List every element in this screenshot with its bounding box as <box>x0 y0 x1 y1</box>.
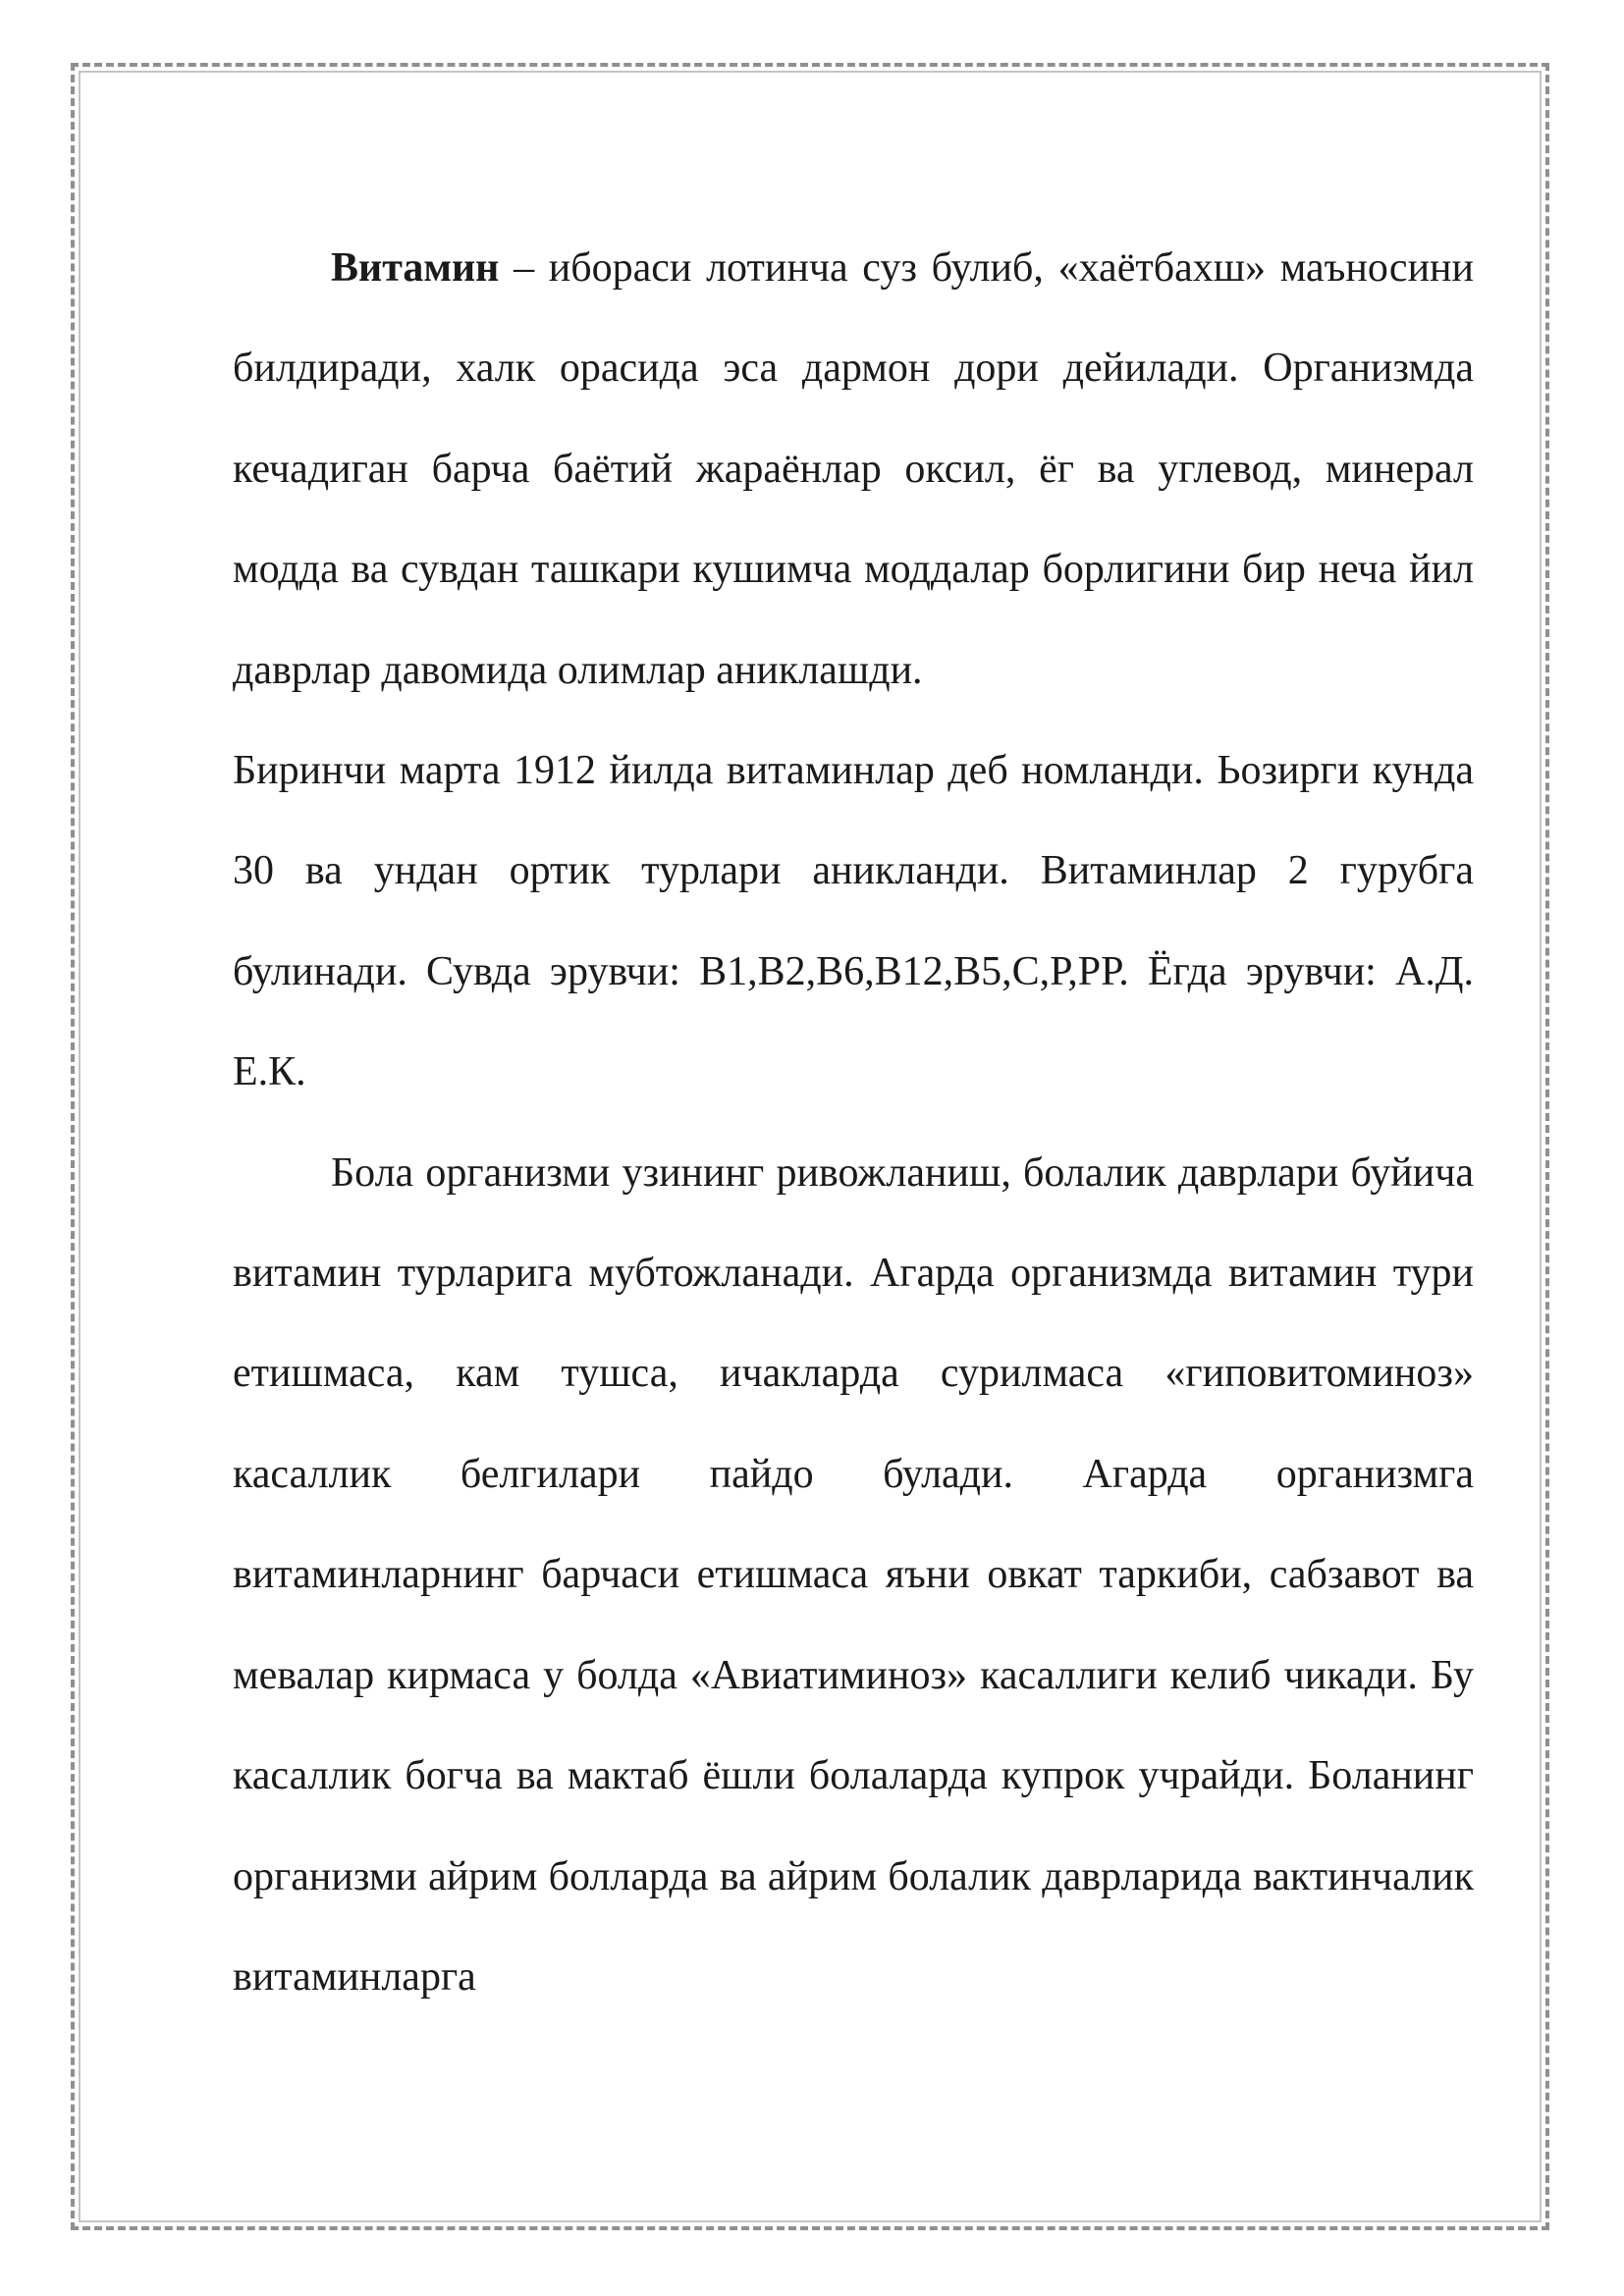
paragraph-intro <box>233 218 1474 721</box>
document-body <box>233 218 1474 2027</box>
term-vitamin: Витамин <box>331 245 500 291</box>
paragraph-child-organism: Бола организми узининг ривожланиш, болалик даврлари буйича витамин турларига мубтожланади. Агарда организмда витамин тури етишмаса, кам тушса, ичакларда сурилмаса «гиповитоминоз» касаллик белгилари пайдо булади. Агарда организмга витаминларнинг барчаси етишмаса яъни овкат таркиби, сабзавот ва мевалар кирмаса у болда «Авиатиминоз» касаллиги келиб чикади. Бу касаллик богча ва мактаб ёшли болаларда купрок учрайди. Боланинг организми айрим болларда ва айрим болалик даврларида вактинчалик витаминларга <box>233 1149 1474 2000</box>
paragraph-intro-text: – ибораси лотинча суз булиб, «хаётбахш» маъносини билдиради, халк орасида эса дармон дори дейилади. Организмда кечадиган барча баётий жараёнлар оксил, ёг ва углевод, минерал модда ва сувдан ташкари кушимча моддалар борлигини бир неча йил даврлар давомида олимлар аниклашди. <box>233 245 1474 693</box>
paragraph-classification: Биринчи марта 1912 йилда витаминлар деб номланди. Ьозирги кунда 30 ва ундан ортик турлари аникланди. Витаминлар 2 гурубга булинади. Сувда эрувчи: В1,В2,В6,В12,В5,С,Р,РР. Ёгда эрувчи: А.Д. Е.К. <box>233 748 1474 1095</box>
